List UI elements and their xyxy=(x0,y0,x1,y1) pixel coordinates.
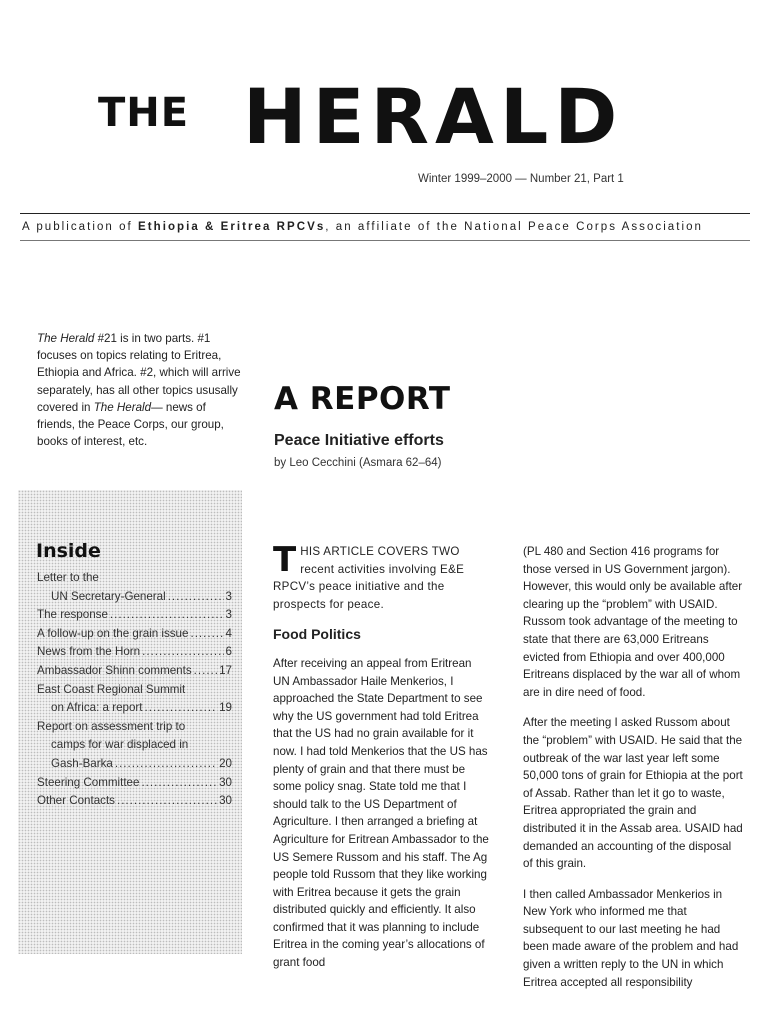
toc-leader-dots xyxy=(142,643,223,662)
intro-pub-name-2: The Herald xyxy=(93,400,152,414)
section-heading: Food Politics xyxy=(273,626,361,643)
toc-leader-dots xyxy=(141,774,217,793)
toc-item xyxy=(37,662,232,681)
tagline xyxy=(22,221,750,233)
toc-item xyxy=(37,736,232,755)
toc-item xyxy=(37,625,232,644)
toc-item-label: UN Secretary-General xyxy=(51,589,166,603)
toc-item-label: The response xyxy=(37,608,108,622)
toc-item-page: 6 xyxy=(225,645,232,659)
toc-item-label: camps for war displaced in xyxy=(51,738,189,752)
toc-item-page: 20 xyxy=(219,756,232,770)
masthead-the: THE xyxy=(98,90,190,136)
tagline-post: , an affiliate of the National Peace Corps Association xyxy=(325,221,703,233)
intro-text-2: — news of friends, the Peace Corps, our group, books of interest, etc. xyxy=(37,400,224,449)
paragraph: After the meeting I asked Russom about the “problem” with USAID. He said that the outbreak of the war last year left some 50,000 tons of grain for Ethiopia at the port of Assab. Rather than let it go to waste, Eritrea appropriated the grain and distributed it in the Assab area. USAID had demanded an accounting of the disposal of this grain. xyxy=(523,716,743,871)
article-column-1 xyxy=(273,540,491,985)
drop-cap: T xyxy=(273,540,297,580)
toc-leader-dots xyxy=(194,662,217,681)
toc-leader-dots xyxy=(117,792,217,811)
masthead xyxy=(0,72,770,168)
tagline-org: Ethiopia & Eritrea RPCVs xyxy=(138,221,326,233)
byline: by Leo Cecchini (Asmara 62–64) xyxy=(274,457,442,469)
article-column-2 xyxy=(523,543,743,1004)
toc-leader-dots xyxy=(110,606,224,625)
bottom-rule xyxy=(20,240,750,241)
toc-item-label: A follow-up on the grain issue xyxy=(37,626,189,640)
inside-title: Inside xyxy=(36,540,101,562)
toc-item-label: on Africa: a report xyxy=(51,701,143,715)
paragraph: I then called Ambassador Menkerios in New York who informed me that subsequent to our last meeting he had been made aware of the problem and had given a written reply to the UN in which Eritrea accepted all responsibility xyxy=(523,887,739,989)
tagline-pre: A publication of xyxy=(22,221,139,233)
intro-note xyxy=(37,330,242,450)
toc-leader-dots xyxy=(115,755,217,774)
toc-item-label: Gash-Barka xyxy=(51,756,113,770)
masthead-herald: HERALD xyxy=(243,72,624,161)
toc-item-label: Ambassador Shinn comments xyxy=(37,663,192,677)
toc-item-label: Steering Committee xyxy=(37,775,140,789)
toc-item-page: 3 xyxy=(225,589,232,603)
toc-item xyxy=(37,606,232,625)
lead-paragraph xyxy=(273,540,491,613)
toc-item-label: East Coast Regional Summit xyxy=(37,682,186,696)
toc-item xyxy=(37,792,232,811)
lead-text: HIS ARTICLE COVERS TWO recent activities involving E&E RPCV’s peace initiative and the prospects for peace. xyxy=(273,545,465,611)
intro-text-1: #21 is in two parts. #1 focuses on topics relating to Eritrea, Ethiopia and Africa. #2, which will arrive separately, has all other topics ususally covered in xyxy=(37,332,241,414)
toc-item-page: 17 xyxy=(219,663,232,677)
toc-item-label: Report on assessment trip to xyxy=(37,719,186,733)
report-subtitle: Peace Initiative efforts xyxy=(274,432,444,449)
toc-item xyxy=(37,569,232,588)
toc-item xyxy=(37,718,232,737)
issue-line: Winter 1999–2000 — Number 21, Part 1 xyxy=(418,173,624,185)
toc-item xyxy=(37,681,232,700)
toc-leader-dots xyxy=(145,699,218,718)
toc-leader-dots xyxy=(168,588,224,607)
toc-item xyxy=(37,699,232,718)
paragraph: After receiving an appeal from Eritrean UN Ambassador Haile Menkerios, I approached the State Department to see why the US government had told Eritrea that the US had no grain available for it now. I had told Menkerios that the US has plenty of grain and that there must be some policy snag. State told me that I should talk to the US Department of Agriculture. I then arranged a briefing at Agriculture for Eritrean Ambassador to the US Semere Russom and his staff. The Ag people told Russom that they like working with Eritrea because it gets the grain distributed quickly and efficiently. It also confirmed that it was planning to include Eritrea in the coming year’s allocations of grant food xyxy=(273,656,489,970)
toc-item-page: 30 xyxy=(219,794,232,808)
toc-item xyxy=(37,755,232,774)
toc-leader-dots xyxy=(190,625,223,644)
table-of-contents xyxy=(37,569,232,811)
toc-item-page: 4 xyxy=(225,626,232,640)
toc-item xyxy=(37,774,232,793)
toc-item-label: Letter to the xyxy=(37,571,99,584)
toc-item-label: Other Contacts xyxy=(37,794,115,808)
paragraph: (PL 480 and Section 416 programs for those versed in US Government jargon). However, this would only be available after clearing up the “problem” with USAID. Russom took advantage of the meeting to state that there are 63,000 Eritreans evicted from Ethiopia and over 400,000 Eritreans displaced by the war all of whom are in dire need of food. xyxy=(523,545,743,699)
toc-item-page: 3 xyxy=(225,608,232,622)
toc-item xyxy=(37,643,232,662)
top-rule xyxy=(20,213,750,214)
toc-item-page: 19 xyxy=(219,701,232,715)
toc-item-label: News from the Horn xyxy=(37,645,141,659)
toc-item xyxy=(37,588,232,607)
toc-item-page: 30 xyxy=(219,775,232,789)
report-title: A REPORT xyxy=(274,381,451,417)
intro-pub-name: The Herald xyxy=(37,332,95,345)
